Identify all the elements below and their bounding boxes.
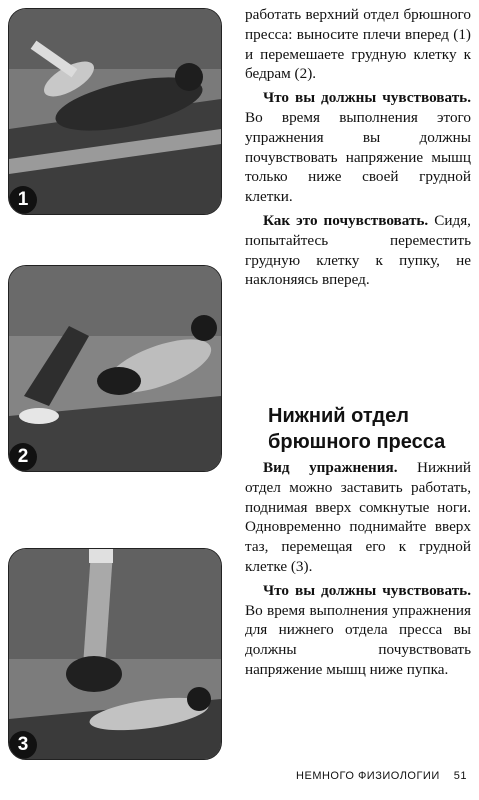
paragraph-text: работать верхний отдел брюшного пресса: выносите плечи вперед (1) и перемешаете грудную клетку к бедрам (2).	[245, 6, 471, 83]
text-block-upper	[245, 5, 471, 294]
running-title: НЕМНОГО ФИЗИОЛОГИИ	[296, 770, 440, 782]
photo-3-image	[9, 549, 221, 759]
paragraph-lead: Вид упражнения.	[263, 459, 398, 476]
photo-2-image	[9, 266, 221, 471]
paragraph-lead: Что вы должны чувствовать.	[263, 89, 471, 107]
paragraph-text: Нижний отдел можно заставить работать, поднимая вверх сомкнутые ноги. Одновременно поднимайте вверх таз, перемещая его к грудной клетке (3).	[245, 459, 471, 575]
photo-1-image	[9, 9, 221, 214]
paragraph	[245, 5, 471, 84]
exercise-photo-3	[8, 548, 222, 760]
photo-number-badge: 3	[9, 731, 37, 759]
paragraph	[245, 458, 471, 577]
exercise-photo-1	[8, 8, 222, 215]
paragraph-text: Во время выполнения этого упражнения вы должны почувствовать напряжение мышц только ниже своей грудной клетки.	[245, 108, 471, 206]
paragraph-text: Во время выполнения упражнения для нижнего отдела пресса вы должны почувствовать напряжение мышц ниже пупка.	[245, 601, 471, 678]
text-block-lower	[245, 458, 471, 684]
paragraph-text: Сидя, попытайтесь переместить грудную клетку к пупку, не наклоняясь вперед.	[245, 211, 471, 289]
page-footer	[296, 770, 467, 782]
photo-number-badge: 2	[9, 443, 37, 471]
paragraph-lead: Что вы должны чувствовать.	[263, 581, 471, 599]
paragraph	[245, 581, 471, 680]
paragraph	[245, 211, 471, 290]
paragraph-lead: Как это почувствовать.	[263, 211, 429, 229]
page-number: 51	[453, 770, 467, 782]
section-heading: Нижний отдел брюшного пресса	[268, 405, 446, 453]
exercise-photo-2	[8, 265, 222, 472]
photo-number-badge: 1	[9, 186, 37, 214]
paragraph	[245, 88, 471, 207]
